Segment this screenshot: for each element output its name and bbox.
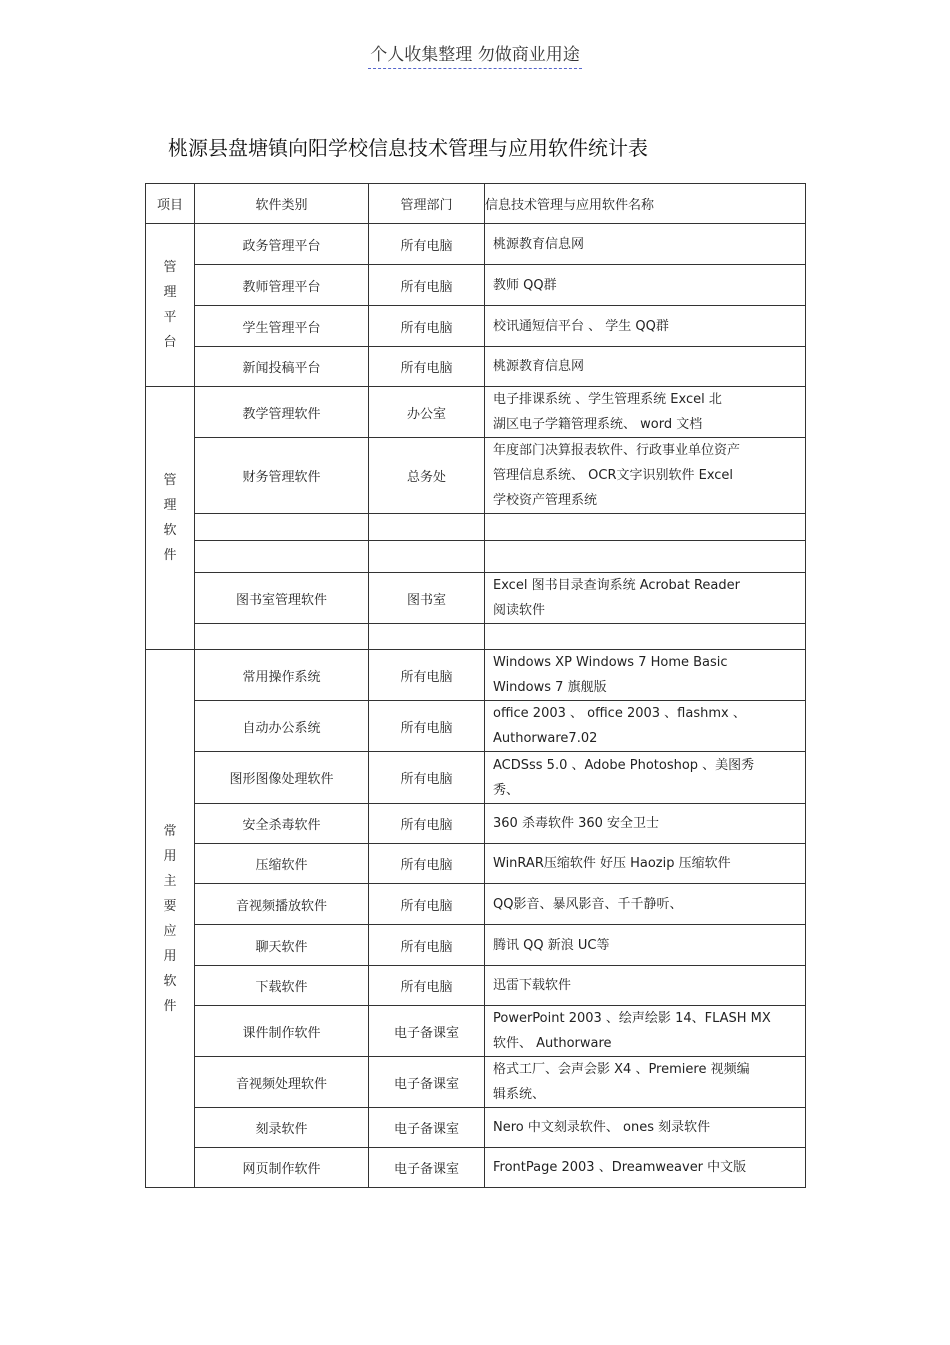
department-cell: 所有电脑 (369, 804, 485, 844)
software-name-cell (485, 541, 806, 573)
department-cell: 图书室 (369, 573, 485, 624)
department-cell (369, 514, 485, 541)
category-cell: 音视频播放软件 (195, 884, 369, 925)
software-name-cell: 360 杀毒软件 360 安全卫士 (485, 804, 806, 844)
table-row (146, 347, 806, 387)
table-header-row (146, 184, 806, 224)
group-label-management-software: 管 理 软 件 (146, 387, 195, 650)
category-cell: 政务管理平台 (195, 224, 369, 265)
category-cell: 教师管理平台 (195, 265, 369, 306)
department-cell: 电子备课室 (369, 1108, 485, 1148)
category-cell: 聊天软件 (195, 925, 369, 966)
category-cell (195, 624, 369, 650)
department-cell (369, 624, 485, 650)
category-cell: 图形图像处理软件 (195, 752, 369, 804)
header-software-name: 信息技术管理与应用软件名称 (485, 184, 806, 224)
category-cell: 网页制作软件 (195, 1148, 369, 1188)
category-cell: 压缩软件 (195, 844, 369, 884)
category-cell (195, 541, 369, 573)
department-cell: 总务处 (369, 438, 485, 514)
software-name-cell: 腾讯 QQ 新浪 UC等 (485, 925, 806, 966)
department-cell: 电子备课室 (369, 1057, 485, 1108)
group-label-platform: 管 理 平 台 (146, 224, 195, 387)
category-cell: 安全杀毒软件 (195, 804, 369, 844)
department-cell: 电子备课室 (369, 1148, 485, 1188)
table-row (146, 1148, 806, 1188)
category-cell: 图书室管理软件 (195, 573, 369, 624)
category-cell: 新闻投稿平台 (195, 347, 369, 387)
category-cell: 教学管理软件 (195, 387, 369, 438)
software-name-cell: ACDSss 5.0 、Adobe Photoshop 、美图秀 秀、 (485, 752, 806, 804)
header-department: 管理部门 (369, 184, 485, 224)
department-cell: 办公室 (369, 387, 485, 438)
department-cell: 所有电脑 (369, 925, 485, 966)
software-name-cell: FrontPage 2003 、Dreamweaver 中文版 (485, 1148, 806, 1188)
software-name-cell: 迅雷下载软件 (485, 966, 806, 1006)
software-name-cell: Excel 图书目录查询系统 Acrobat Reader 阅读软件 (485, 573, 806, 624)
category-cell: 常用操作系统 (195, 650, 369, 701)
software-name-cell (485, 514, 806, 541)
table-row (146, 752, 806, 804)
table-row-empty (146, 541, 806, 573)
department-cell: 所有电脑 (369, 752, 485, 804)
software-name-cell: WinRAR压缩软件 好压 Haozip 压缩软件 (485, 844, 806, 884)
table-row-empty (146, 624, 806, 650)
table-row (146, 804, 806, 844)
department-cell: 所有电脑 (369, 966, 485, 1006)
category-cell: 音视频处理软件 (195, 1057, 369, 1108)
software-name-cell: 电子排课系统 、学生管理系统 Excel 北 湖区电子学籍管理系统、 word 文档 (485, 387, 806, 438)
software-name-cell: 桃源教育信息网 (485, 224, 806, 265)
group-label-common-apps: 常 用 主 要 应 用 软 件 (146, 650, 195, 1188)
software-name-cell: 格式工厂、会声会影 X4 、Premiere 视频编 辑系统、 (485, 1057, 806, 1108)
table-row (146, 1108, 806, 1148)
table-row (146, 265, 806, 306)
table-row (146, 387, 806, 438)
table-row (146, 925, 806, 966)
department-cell: 所有电脑 (369, 884, 485, 925)
department-cell (369, 541, 485, 573)
software-name-cell: Nero 中文刻录软件、 ones 刻录软件 (485, 1108, 806, 1148)
table-row-empty (146, 514, 806, 541)
category-cell: 下载软件 (195, 966, 369, 1006)
table-row (146, 573, 806, 624)
department-cell: 所有电脑 (369, 844, 485, 884)
software-name-cell: QQ影音、暴风影音、千千静听、 (485, 884, 806, 925)
department-cell: 所有电脑 (369, 224, 485, 265)
table-row (146, 1057, 806, 1108)
table-row (146, 306, 806, 347)
category-cell (195, 514, 369, 541)
category-cell: 课件制作软件 (195, 1006, 369, 1057)
page-title: 桃源县盘塘镇向阳学校信息技术管理与应用软件统计表 (168, 136, 648, 160)
department-cell: 所有电脑 (369, 650, 485, 701)
software-name-cell: 教师 QQ群 (485, 265, 806, 306)
software-name-cell: Windows XP Windows 7 Home Basic Windows 7 旗舰版 (485, 650, 806, 701)
table-row (146, 884, 806, 925)
department-cell: 所有电脑 (369, 306, 485, 347)
table-row (146, 438, 806, 514)
department-cell: 所有电脑 (369, 701, 485, 752)
department-cell: 所有电脑 (369, 347, 485, 387)
category-cell: 学生管理平台 (195, 306, 369, 347)
software-name-cell: 年度部门决算报表软件、行政事业单位资产 管理信息系统、 OCR文字识别软件 Excel 学校资产管理系统 (485, 438, 806, 514)
software-stats-table (145, 183, 806, 1188)
table-row (146, 650, 806, 701)
table-row (146, 701, 806, 752)
header-note-text: 个人收集整理 勿做商业用途 (368, 45, 581, 69)
software-name-cell: office 2003 、 office 2003 、flashmx 、 Authorware7.02 (485, 701, 806, 752)
software-name-cell: 校讯通短信平台 、 学生 QQ群 (485, 306, 806, 347)
software-name-cell: 桃源教育信息网 (485, 347, 806, 387)
table-row (146, 1006, 806, 1057)
software-name-cell: PowerPoint 2003 、绘声绘影 14、FLASH MX 软件、 Authorware (485, 1006, 806, 1057)
table-row (146, 844, 806, 884)
header-note (0, 40, 950, 65)
header-category: 软件类别 (195, 184, 369, 224)
table-row (146, 966, 806, 1006)
software-name-cell (485, 624, 806, 650)
department-cell: 电子备课室 (369, 1006, 485, 1057)
category-cell: 财务管理软件 (195, 438, 369, 514)
department-cell: 所有电脑 (369, 265, 485, 306)
category-cell: 自动办公系统 (195, 701, 369, 752)
category-cell: 刻录软件 (195, 1108, 369, 1148)
header-project: 项目 (146, 184, 195, 224)
table-row (146, 224, 806, 265)
